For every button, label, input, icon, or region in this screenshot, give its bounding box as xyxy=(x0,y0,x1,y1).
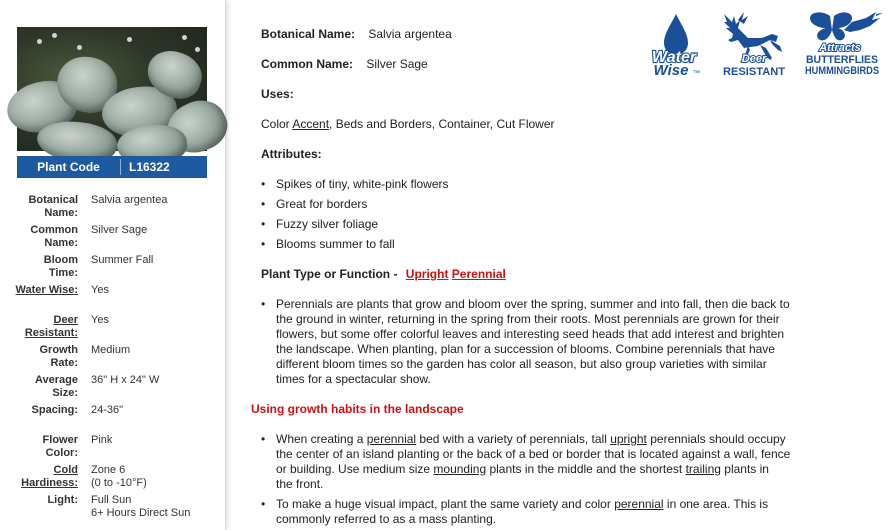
attr-value: 24-36" xyxy=(91,404,124,416)
deer-resistant-link[interactable]: Deer Resistant: xyxy=(24,314,78,339)
uses-rest: , Beds and Borders, Container, Cut Flower xyxy=(329,117,555,131)
mounding-link[interactable]: mounding xyxy=(433,462,487,476)
attr-value: Medium xyxy=(91,344,131,356)
upright-link[interactable]: upright xyxy=(610,432,647,446)
attr-value-multi xyxy=(91,464,221,490)
attr-value-multi xyxy=(91,494,221,520)
attracts-line3: HUMMINGBIRDS xyxy=(805,65,879,77)
perennial-description xyxy=(276,297,790,387)
text-line: different bloom times so the garden has color all season, but also group varieties with similar xyxy=(276,357,767,371)
text: or building. Use medium size xyxy=(276,462,434,476)
attracts-line2: BUTTERFLIES xyxy=(806,54,878,66)
attr-value: 36" H x 24" W xyxy=(91,374,160,386)
text-line: the front. xyxy=(276,477,324,491)
attr-key: Flower Color: xyxy=(42,434,78,459)
text: plants in the middle and the shortest xyxy=(486,462,686,476)
text: perennials should occupy xyxy=(646,432,786,446)
water-wise-line2: Wise xyxy=(653,62,689,79)
growth-habit-item xyxy=(276,497,768,527)
attribute-item: • Blooms summer to fall xyxy=(276,237,395,252)
text-line: the center of an island planting or the back of a bed or border that is located against a wall, fence xyxy=(276,447,791,461)
text-line: times for a spectacular show. xyxy=(276,372,431,386)
botanical-name-value: Salvia argentea xyxy=(368,27,452,41)
attr-value: Salvia argentea xyxy=(91,194,168,206)
text-line: • Perennials are plants that grow and bloom over the spring, summer and into fall, then die back to xyxy=(276,297,790,311)
text-line xyxy=(276,497,768,512)
plant-type-row xyxy=(261,267,506,282)
growth-habits-heading: Using growth habits in the landscape xyxy=(251,402,464,416)
attr-key: Botanical Name: xyxy=(28,194,78,219)
text-line: the ground in winter, returning in the spring from their roots. Most perennials are grown for their xyxy=(276,312,780,326)
text: in one area. This is xyxy=(663,497,769,511)
botanical-name-label: Botanical Name: xyxy=(261,27,356,41)
attr-value-line: (0 to -10°F) xyxy=(91,477,147,489)
attracts-logo[interactable] xyxy=(800,8,884,78)
attr-value: Silver Sage xyxy=(91,224,148,236)
plant-photo xyxy=(17,27,207,151)
water-wise-line1: Water xyxy=(651,49,697,66)
text-line: flowers, but some offer colorful leaves and interesting seed heads that add interest and brighten xyxy=(276,327,785,341)
attr-value-line: Zone 6 xyxy=(91,464,126,476)
attr-key: Average Size: xyxy=(34,374,78,399)
text-line: the landscape. When planting, plan for a succession of blooms. Combine perennials that have xyxy=(276,342,775,356)
text-line xyxy=(276,462,790,477)
uses-prefix: Color xyxy=(261,117,293,131)
text: When creating a xyxy=(276,432,367,446)
common-name-row xyxy=(261,57,428,72)
deer-line2: RESISTANT xyxy=(723,66,786,78)
plant-code-label: Plant Code xyxy=(17,159,121,175)
botanical-name-row xyxy=(261,27,452,42)
text-line xyxy=(276,432,790,447)
cold-hardiness-link[interactable]: Cold Hardiness: xyxy=(21,464,78,489)
attr-key: Spacing: xyxy=(31,404,78,416)
deer-resistant-logo[interactable] xyxy=(718,10,788,80)
uses-text xyxy=(261,117,555,132)
growth-habit-item xyxy=(276,432,790,492)
deer-line1: Deer xyxy=(741,53,767,65)
perennial-link[interactable]: perennial xyxy=(366,432,417,446)
attracts-line1: Attracts xyxy=(819,42,861,54)
plant-code-value: L16322 xyxy=(129,160,170,174)
attributes-heading: Attributes: xyxy=(261,147,322,161)
attribute-item: • Fuzzy silver foliage xyxy=(276,217,378,232)
water-wise-logo[interactable] xyxy=(640,12,708,80)
attr-key: Light: xyxy=(47,494,78,506)
uses-heading: Uses: xyxy=(261,87,294,101)
text: To make a huge visual impact, plant the same variety and color xyxy=(276,497,615,511)
upright-link[interactable]: Upright xyxy=(405,267,449,281)
text: bed with a variety of perennials, tall xyxy=(416,432,611,446)
attr-value: Yes xyxy=(91,314,109,326)
plant-type-label: Plant Type or Function - xyxy=(261,267,398,281)
perennial-link[interactable]: perennial xyxy=(614,497,664,511)
attr-value: Pink xyxy=(91,434,113,446)
butterfly-icon xyxy=(810,12,852,40)
common-name-value: Silver Sage xyxy=(366,57,428,71)
water-wise-link[interactable]: Water Wise: xyxy=(15,284,78,296)
perennial-link[interactable]: Perennial xyxy=(451,267,506,281)
plant-code-bar xyxy=(17,156,207,178)
attr-value: Summer Fall xyxy=(91,254,154,266)
plant-info-sidebar xyxy=(0,0,226,530)
text-line: commonly referred to as a mass planting. xyxy=(276,512,497,526)
attr-key: Growth Rate: xyxy=(39,344,78,369)
common-name-label: Common Name: xyxy=(261,57,354,71)
text: plants in xyxy=(720,462,769,476)
trademark: ™ xyxy=(693,70,700,77)
attr-value: Yes xyxy=(91,284,109,296)
accent-link[interactable]: Accent xyxy=(292,117,330,131)
attribute-item: • Great for borders xyxy=(276,197,367,212)
attr-value-line: 6+ Hours Direct Sun xyxy=(91,507,191,519)
attr-value-line: Full Sun xyxy=(91,494,132,506)
attribute-item: • Spikes of tiny, white-pink flowers xyxy=(276,177,449,192)
trailing-link[interactable]: trailing xyxy=(685,462,721,476)
attr-key: Bloom Time: xyxy=(43,254,78,279)
attr-key: Common Name: xyxy=(30,224,78,249)
